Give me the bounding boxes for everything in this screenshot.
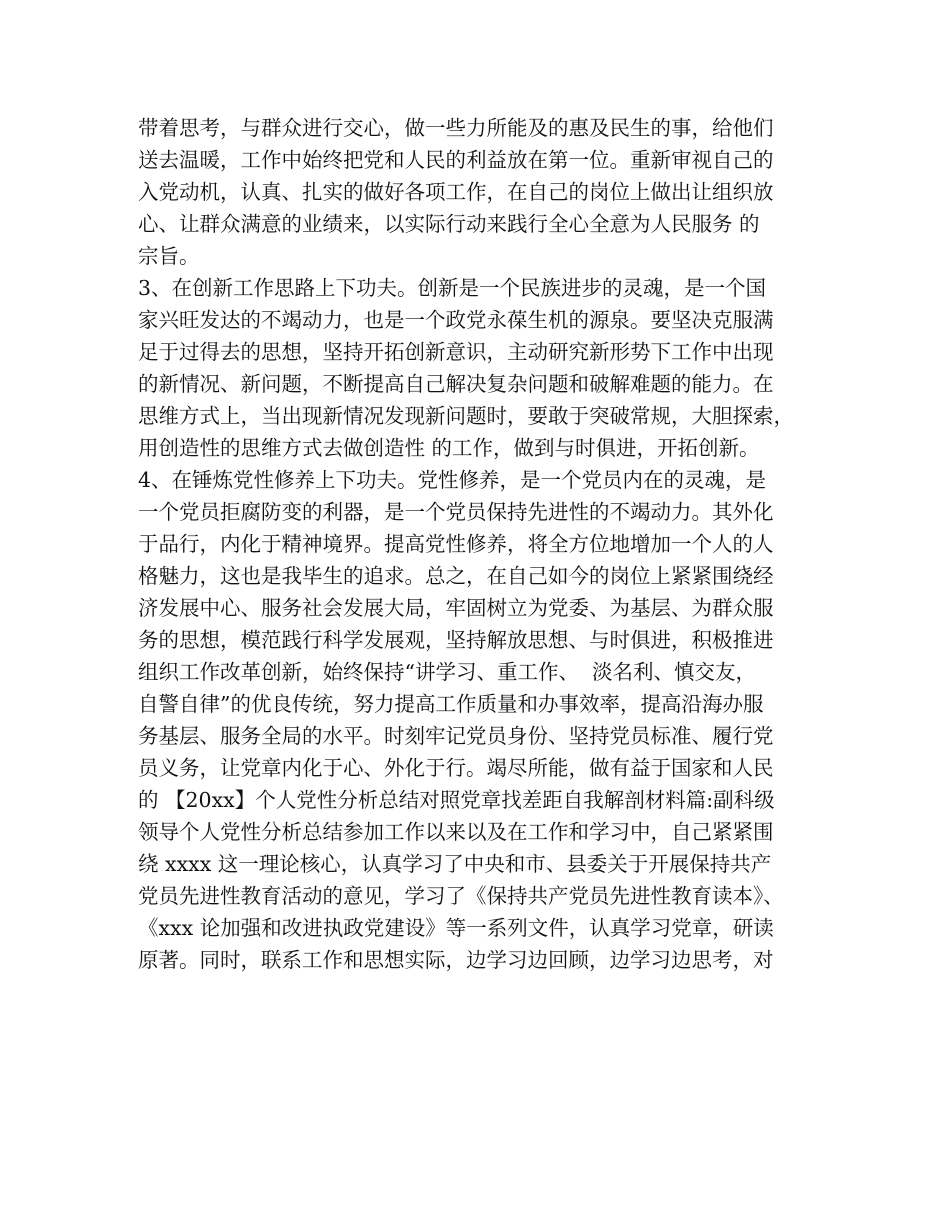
text-line: 一个党员拒腐防变的利器，是一个党员保持先进性的不竭动力。其外化 xyxy=(138,500,774,524)
text-line: 宗旨。 xyxy=(138,244,200,268)
text-line: 务的思想，模范践行科学发展观，坚持解放思想、与时俱进，积极推进 xyxy=(138,628,774,652)
text-line: 绕 xxxx 这一理论核心，认真学习了中央和市、县委关于开展保持共产 xyxy=(138,852,772,876)
text-line: 济发展中心、服务社会发展大局，牢固树立为党委、为基层、为群众服 xyxy=(138,596,774,620)
text-line: 思维方式上，当出现新情况发现新问题时，要敢于突破常规，大胆探索， xyxy=(138,404,794,428)
text-line: 足于过得去的思想，坚持开拓创新意识，主动研究新形势下工作中出现 xyxy=(138,340,774,364)
text-line: 的 【20xx】个人党性分析总结对照党章找差距自我解剖材料篇:副科级 xyxy=(138,788,775,812)
text-line: 用创造性的思维方式去做创造性 的工作，做到与时俱进，开拓创新。 xyxy=(138,436,760,460)
text-line: 带着思考，与群众进行交心，做一些力所能及的惠及民生的事，给他们 xyxy=(138,116,774,140)
text-line: 的新情况、新问题，不断提高自己解决复杂问题和破解难题的能力。在 xyxy=(138,372,774,396)
text-line: 领导个人党性分析总结参加工作以来以及在工作和学习中，自己紧紧围 xyxy=(138,820,774,844)
text-line: 务基层、服务全局的水平。时刻牢记党员身份、坚持党员标准、履行党 xyxy=(138,724,774,748)
text-line: 格魅力，这也是我毕生的追求。总之，在自己如今的岗位上紧紧围绕经 xyxy=(138,564,774,588)
text-line: 送去温暖，工作中始终把党和人民的利益放在第一位。重新审视自己的 xyxy=(138,148,774,172)
text-line: 于品行，内化于精神境界。提高党性修养，将全方位地增加一个人的人 xyxy=(138,532,774,556)
text-line: 组织工作改革创新，始终保持“讲学习、重工作、 淡名利、慎交友， xyxy=(138,660,757,684)
text-line: 原著。同时，联系工作和思想实际，边学习边回顾，边学习边思考，对 xyxy=(138,948,774,972)
text-line: 党员先进性教育活动的意见，学习了《保持共产党员先进性教育读本》、 xyxy=(138,884,784,908)
text-line: 《xxx 论加强和改进执政党建设》等一系列文件，认真学习党章，研读 xyxy=(138,916,774,940)
text-line: 员义务，让党章内化于心、外化于行。竭尽所能，做有益于国家和人民 xyxy=(138,756,774,780)
text-line: 心、让群众满意的业绩来，以实际行动来践行全心全意为人民服务 的 xyxy=(138,212,760,236)
text-line: 3、在创新工作思路上下功夫。创新是一个民族进步的灵魂，是一个国 xyxy=(138,276,767,300)
text-line: 家兴旺发达的不竭动力，也是一个政党永葆生机的源泉。要坚决克服满 xyxy=(138,308,774,332)
text-line: 入党动机，认真、扎实的做好各项工作，在自己的岗位上做出让组织放 xyxy=(138,180,774,204)
body-text xyxy=(138,112,828,976)
text-line: 自警自律”的优良传统，努力提高工作质量和办事效率，提高沿海办服 xyxy=(138,692,764,716)
text-line: 4、在锤炼党性修养上下功夫。党性修养，是一个党员内在的灵魂，是 xyxy=(138,468,767,492)
